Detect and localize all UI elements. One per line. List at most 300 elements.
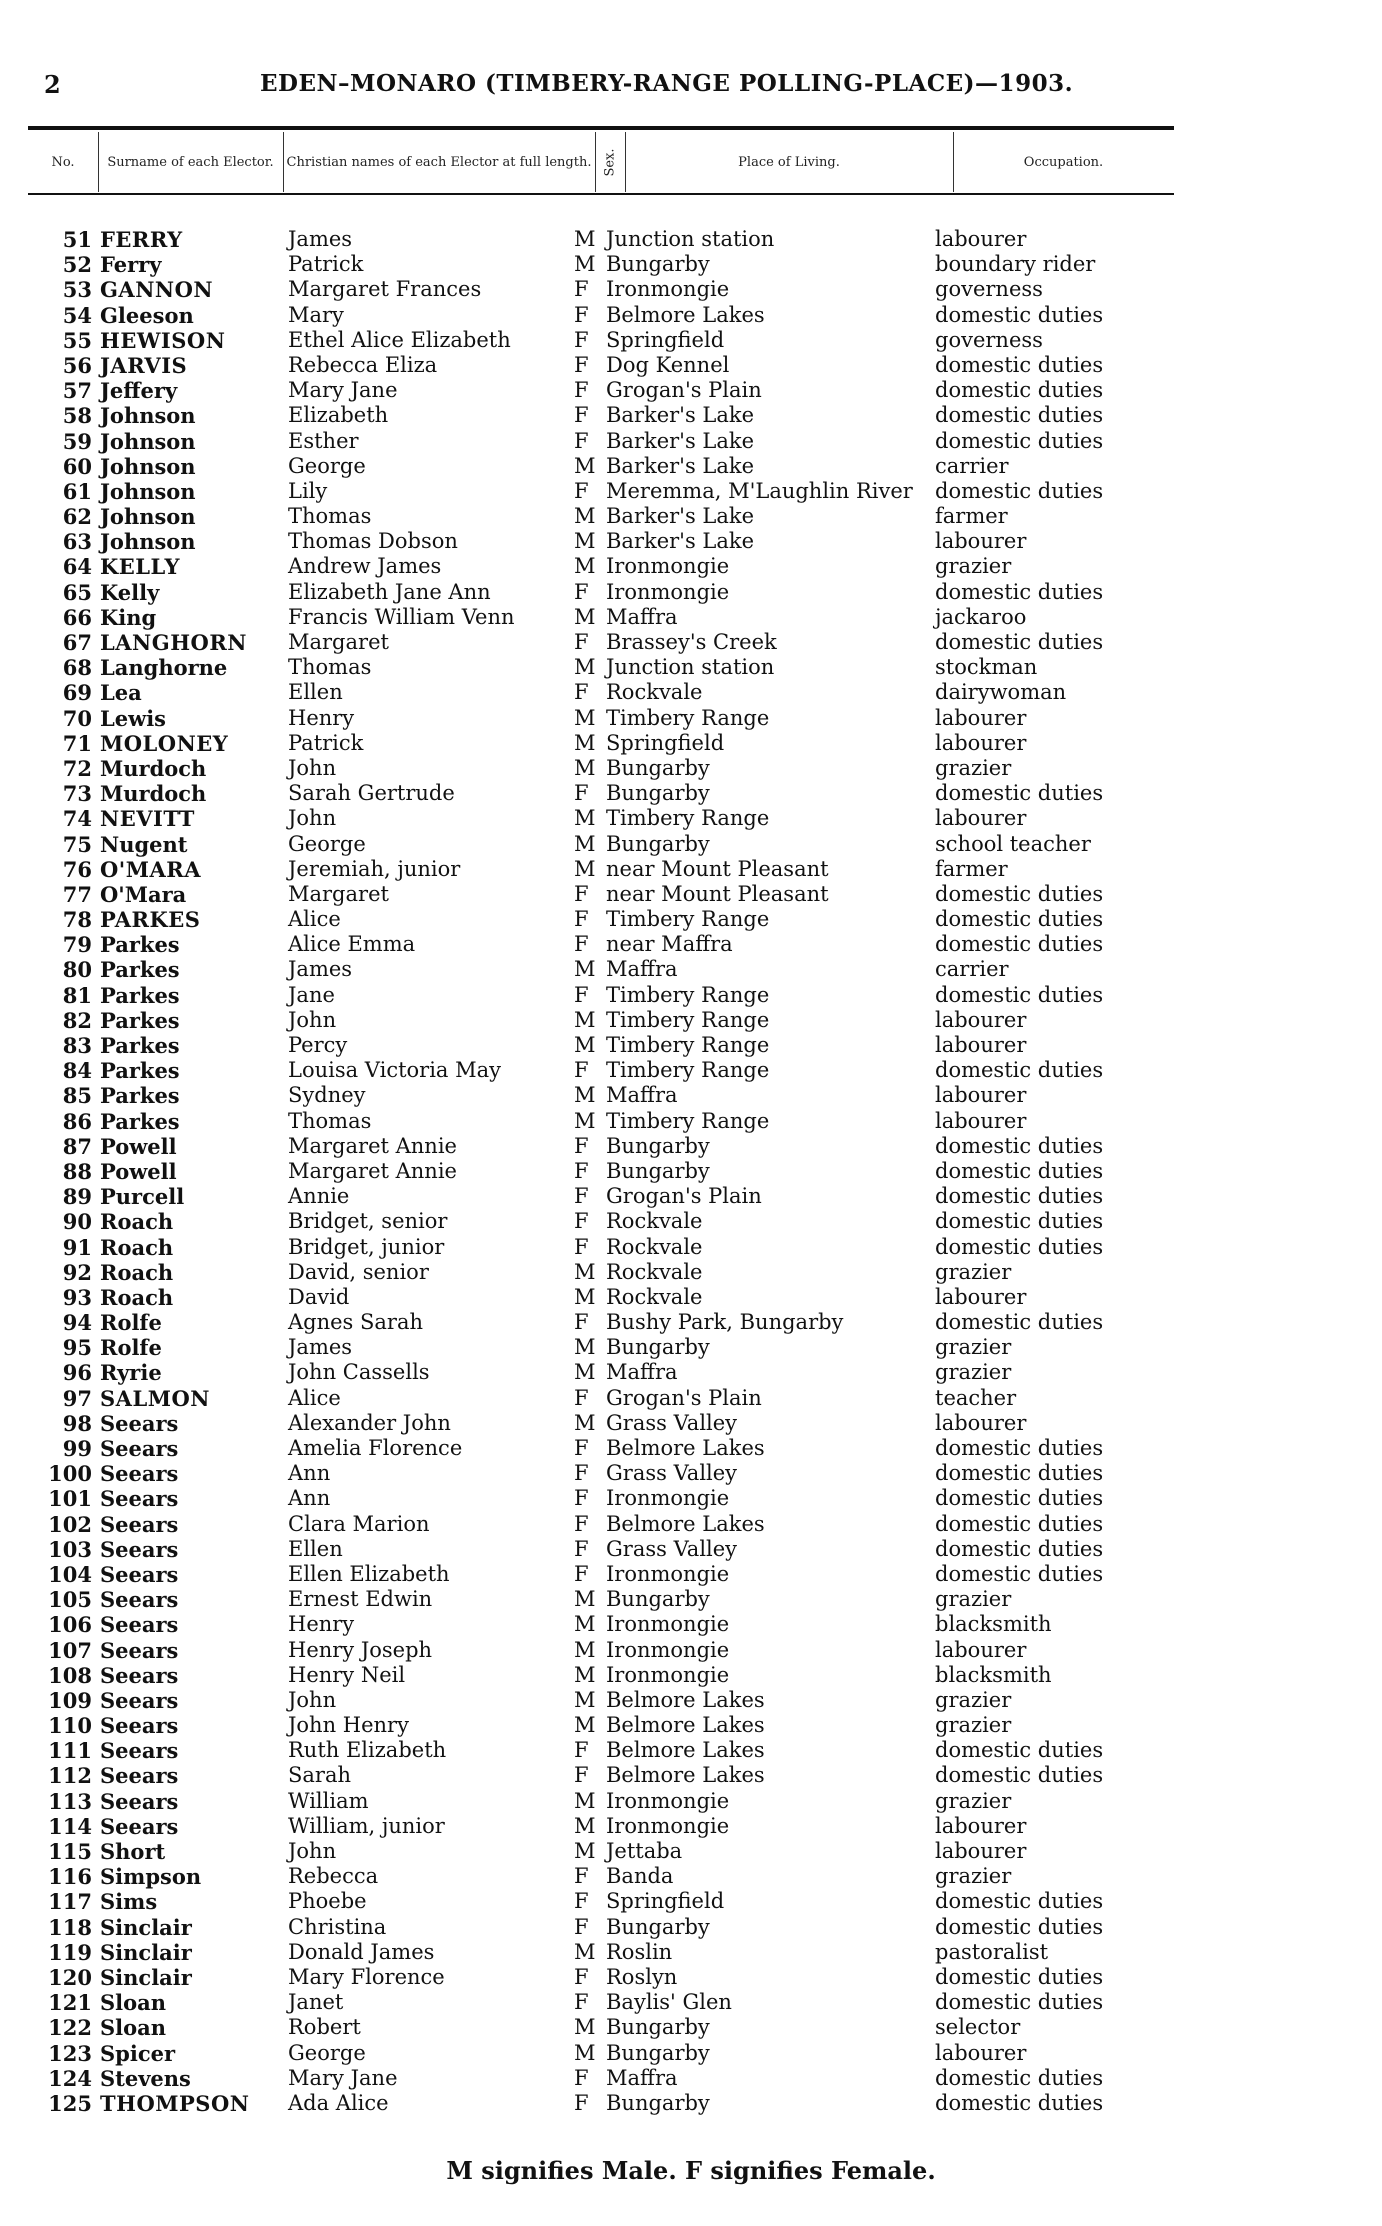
elector-number: 117 — [48, 1889, 92, 1915]
elector-christian-names: Sydney — [288, 1083, 366, 1108]
elector-surname: Johnson — [100, 453, 196, 479]
elector-occupation: domestic duties — [935, 403, 1104, 428]
elector-occupation: labourer — [935, 1284, 1027, 1309]
elector-sex: F — [574, 1234, 589, 1259]
elector-occupation: labourer — [935, 1007, 1027, 1032]
elector-place-of-living: Ironmongie — [606, 1662, 730, 1687]
elector-surname: Seears — [100, 1687, 179, 1713]
elector-occupation: labourer — [935, 1108, 1027, 1133]
elector-occupation: governess — [935, 277, 1043, 302]
elector-occupation: labourer — [935, 730, 1027, 755]
elector-christian-names: Ann — [288, 1461, 331, 1486]
elector-christian-names: George — [288, 453, 366, 478]
elector-sex: F — [574, 1763, 589, 1788]
elector-row — [0, 1839, 1382, 1864]
elector-occupation: stockman — [935, 655, 1038, 680]
elector-christian-names: Henry Neil — [288, 1662, 406, 1687]
elector-number: 55 — [62, 327, 92, 353]
elector-christian-names: Margaret — [288, 630, 389, 654]
elector-sex: F — [574, 932, 589, 957]
elector-christian-names: John — [288, 1839, 337, 1863]
elector-surname: Seears — [100, 1637, 179, 1663]
elector-surname: THOMPSON — [100, 2090, 250, 2116]
elector-christian-names: Phoebe — [288, 1889, 367, 1914]
elector-christian-names: Ellen — [288, 1536, 343, 1561]
elector-row — [0, 1738, 1382, 1763]
elector-row — [0, 1663, 1382, 1688]
elector-sex: M — [574, 1637, 596, 1662]
elector-row — [0, 1486, 1382, 1511]
elector-christian-names: Agnes Sarah — [288, 1310, 424, 1335]
elector-occupation: labourer — [935, 1839, 1027, 1863]
elector-occupation: domestic duties — [935, 1511, 1104, 1536]
elector-sex: F — [574, 1964, 589, 1989]
elector-surname: Lea — [100, 680, 142, 706]
elector-place-of-living: Ironmongie — [606, 277, 730, 302]
elector-surname: HEWISON — [100, 327, 226, 353]
elector-row — [0, 1209, 1382, 1234]
elector-sex: F — [574, 1889, 589, 1914]
elector-christian-names: Janet — [288, 1990, 344, 2015]
elector-surname: Parkes — [100, 1108, 180, 1134]
elector-place-of-living: Junction station — [606, 655, 775, 680]
elector-occupation: domestic duties — [935, 1561, 1104, 1586]
elector-row — [0, 832, 1382, 857]
elector-number: 71 — [62, 730, 92, 756]
elector-surname: Sims — [100, 1889, 158, 1915]
elector-occupation: school teacher — [935, 831, 1091, 856]
elector-row — [0, 1713, 1382, 1738]
elector-surname: Sinclair — [100, 1939, 192, 1965]
elector-occupation: dairywoman — [935, 680, 1067, 705]
elector-number: 81 — [62, 982, 92, 1008]
elector-place-of-living: Grogan's Plain — [606, 1184, 762, 1209]
elector-number: 79 — [62, 932, 92, 958]
elector-occupation: grazier — [935, 1360, 1012, 1385]
elector-occupation: domestic duties — [935, 1486, 1104, 1511]
elector-number: 62 — [62, 504, 92, 530]
elector-number: 57 — [62, 378, 92, 404]
elector-christian-names: Ann — [288, 1486, 331, 1511]
elector-sex: M — [574, 1083, 596, 1108]
elector-christian-names: Donald James — [288, 1939, 435, 1964]
elector-sex: F — [574, 982, 589, 1007]
elector-occupation: domestic duties — [935, 1158, 1104, 1183]
elector-surname: Seears — [100, 1436, 179, 1461]
elector-row — [0, 1310, 1382, 1335]
elector-row — [0, 1512, 1382, 1537]
elector-row — [0, 1033, 1382, 1058]
elector-sex: M — [574, 1713, 596, 1738]
elector-row — [0, 1285, 1382, 1310]
elector-sex: M — [574, 856, 596, 881]
elector-occupation: domestic duties — [935, 1461, 1104, 1486]
elector-number: 111 — [48, 1738, 92, 1764]
elector-number: 123 — [48, 2040, 92, 2066]
elector-occupation: domestic duties — [935, 982, 1104, 1007]
elector-surname: Seears — [100, 1662, 179, 1688]
elector-christian-names: Esther — [288, 428, 359, 453]
elector-place-of-living: Rockvale — [606, 1209, 703, 1234]
elector-place-of-living: Bungarby — [606, 2040, 710, 2065]
elector-place-of-living: Jettaba — [606, 1839, 683, 1863]
elector-surname: Seears — [100, 1561, 179, 1587]
elector-place-of-living: Ironmongie — [606, 579, 730, 604]
elector-surname: Seears — [100, 1461, 179, 1487]
elector-surname: GANNON — [100, 277, 214, 303]
elector-row — [0, 227, 1382, 252]
elector-occupation: labourer — [935, 1637, 1027, 1662]
elector-occupation: grazier — [935, 554, 1012, 579]
elector-place-of-living: Belmore Lakes — [606, 1436, 765, 1460]
elector-occupation: grazier — [935, 1587, 1012, 1612]
elector-place-of-living: Timbery Range — [606, 705, 770, 730]
elector-number: 77 — [62, 881, 92, 907]
elector-row — [0, 1612, 1382, 1637]
elector-place-of-living: Timbery Range — [606, 907, 770, 932]
elector-occupation: blacksmith — [935, 1612, 1052, 1637]
elector-christian-names: Lily — [288, 478, 328, 503]
elector-occupation: domestic duties — [935, 1763, 1104, 1788]
elector-place-of-living: Ironmongie — [606, 1486, 730, 1511]
elector-number: 104 — [48, 1561, 92, 1587]
elector-row — [0, 1587, 1382, 1612]
elector-christian-names: Bridget, senior — [288, 1209, 448, 1234]
elector-place-of-living: Grass Valley — [606, 1410, 738, 1435]
elector-christian-names: Patrick — [288, 252, 364, 277]
elector-christian-names: Christina — [288, 1914, 387, 1939]
elector-number: 120 — [48, 1964, 92, 1990]
elector-number: 86 — [62, 1108, 92, 1134]
elector-occupation: domestic duties — [935, 907, 1104, 932]
elector-christian-names: Margaret Annie — [288, 1158, 457, 1183]
elector-number: 124 — [48, 2065, 92, 2091]
elector-number: 93 — [62, 1284, 92, 1310]
elector-number: 85 — [62, 1083, 92, 1109]
elector-place-of-living: Springfield — [606, 1889, 725, 1914]
elector-occupation: labourer — [935, 1033, 1027, 1057]
elector-sex: F — [574, 302, 589, 327]
elector-place-of-living: Junction station — [606, 227, 775, 251]
elector-surname: JARVIS — [100, 352, 188, 378]
elector-surname: Jeffery — [100, 378, 178, 404]
elector-sex: F — [574, 630, 589, 654]
elector-christian-names: Henry — [288, 705, 355, 730]
elector-number: 89 — [62, 1184, 92, 1210]
elector-row — [0, 1562, 1382, 1587]
elector-sex: F — [574, 1385, 589, 1410]
elector-sex: M — [574, 755, 596, 780]
elector-row — [0, 580, 1382, 605]
elector-number: 109 — [48, 1687, 92, 1713]
elector-row — [0, 1335, 1382, 1360]
elector-christian-names: David — [288, 1284, 350, 1309]
elector-place-of-living: Belmore Lakes — [606, 1713, 765, 1738]
elector-row — [0, 1638, 1382, 1663]
elector-sex: F — [574, 881, 589, 906]
elector-sex: M — [574, 655, 596, 680]
elector-occupation: selector — [935, 2015, 1021, 2040]
elector-christian-names: Francis William Venn — [288, 604, 515, 629]
elector-place-of-living: Brassey's Creek — [606, 630, 777, 654]
elector-occupation: domestic duties — [935, 1234, 1104, 1259]
elector-row — [0, 1864, 1382, 1889]
elector-place-of-living: Bungarby — [606, 755, 710, 780]
elector-occupation: domestic duties — [935, 1914, 1104, 1939]
elector-surname: PARKES — [100, 907, 201, 933]
elector-row — [0, 252, 1382, 277]
header-sex: Sex. — [595, 132, 626, 192]
elector-row — [0, 529, 1382, 554]
elector-christian-names: James — [288, 1335, 353, 1360]
elector-surname: Rolfe — [100, 1310, 162, 1336]
elector-sex: M — [574, 831, 596, 856]
elector-row — [0, 630, 1382, 655]
elector-sex: F — [574, 907, 589, 932]
elector-christian-names: Alexander John — [288, 1410, 451, 1435]
elector-number: 52 — [62, 252, 92, 278]
elector-row — [0, 378, 1382, 403]
elector-row — [0, 882, 1382, 907]
elector-surname: Seears — [100, 1536, 179, 1562]
elector-sex: M — [574, 1813, 596, 1838]
elector-surname: Roach — [100, 1284, 174, 1310]
page-title: EDEN–MONARO (TIMBERY-RANGE POLLING-PLACE)—1903. — [260, 70, 1074, 97]
elector-number: 112 — [48, 1763, 92, 1789]
elector-christian-names: Rebecca Eliza — [288, 352, 438, 377]
elector-surname: Stevens — [100, 2065, 191, 2091]
elector-number: 113 — [48, 1788, 92, 1814]
elector-number: 69 — [62, 680, 92, 706]
elector-christian-names: William, junior — [288, 1813, 445, 1838]
elector-christian-names: David, senior — [288, 1259, 429, 1284]
elector-sex: M — [574, 1839, 596, 1863]
elector-row — [0, 1940, 1382, 1965]
elector-sex: M — [574, 529, 596, 554]
elector-row — [0, 1008, 1382, 1033]
elector-place-of-living: Dog Kennel — [606, 352, 730, 377]
elector-surname: Kelly — [100, 579, 160, 605]
elector-occupation: labourer — [935, 705, 1027, 730]
elector-sex: M — [574, 957, 596, 982]
elector-sex: M — [574, 2015, 596, 2040]
elector-sex: F — [574, 1914, 589, 1939]
elector-number: 94 — [62, 1310, 92, 1336]
elector-place-of-living: Belmore Lakes — [606, 302, 765, 327]
elector-surname: Seears — [100, 1813, 179, 1839]
elector-sex: M — [574, 554, 596, 579]
elector-occupation: carrier — [935, 453, 1009, 478]
elector-place-of-living: Banda — [606, 1864, 674, 1889]
elector-place-of-living: Bungarby — [606, 1158, 710, 1183]
elector-place-of-living: Ironmongie — [606, 1788, 730, 1813]
elector-number: 58 — [62, 403, 92, 429]
elector-occupation: domestic duties — [935, 1964, 1104, 1989]
elector-sex: M — [574, 705, 596, 730]
elector-place-of-living: Belmore Lakes — [606, 1763, 765, 1788]
elector-row — [0, 1814, 1382, 1839]
elector-surname: Roach — [100, 1209, 174, 1235]
elector-row — [0, 907, 1382, 932]
elector-occupation: pastoralist — [935, 1939, 1049, 1964]
elector-row — [0, 1889, 1382, 1914]
elector-row — [0, 756, 1382, 781]
elector-christian-names: John Henry — [288, 1713, 409, 1738]
elector-place-of-living: Ironmongie — [606, 1561, 730, 1586]
elector-number: 95 — [62, 1335, 92, 1361]
elector-number: 80 — [62, 957, 92, 983]
elector-surname: Purcell — [100, 1184, 185, 1210]
elector-christian-names: Margaret Frances — [288, 277, 482, 302]
elector-place-of-living: Barker's Lake — [606, 504, 755, 529]
elector-row — [0, 454, 1382, 479]
elector-surname: Seears — [100, 1738, 179, 1764]
elector-surname: Seears — [100, 1410, 179, 1436]
elector-number: 92 — [62, 1259, 92, 1285]
elector-place-of-living: Roslin — [606, 1939, 673, 1964]
elector-sex: F — [574, 1310, 589, 1335]
elector-christian-names: Mary Florence — [288, 1964, 445, 1989]
elector-surname: KELLY — [100, 554, 180, 580]
elector-number: 99 — [62, 1436, 92, 1461]
elector-occupation: blacksmith — [935, 1662, 1052, 1687]
elector-row — [0, 1184, 1382, 1209]
elector-surname: Johnson — [100, 504, 196, 530]
elector-surname: O'Mara — [100, 881, 187, 907]
table-header — [28, 132, 1174, 192]
elector-number: 108 — [48, 1662, 92, 1688]
elector-row — [0, 554, 1382, 579]
elector-place-of-living: Maffra — [606, 1083, 678, 1108]
elector-place-of-living: Springfield — [606, 730, 725, 755]
elector-surname: Parkes — [100, 1033, 180, 1058]
elector-place-of-living: Rockvale — [606, 1234, 703, 1259]
elector-number: 70 — [62, 705, 92, 731]
elector-occupation: farmer — [935, 504, 1008, 529]
elector-christian-names: Mary — [288, 302, 344, 327]
elector-row — [0, 2091, 1382, 2116]
elector-occupation: domestic duties — [935, 1990, 1104, 2015]
elector-surname: Parkes — [100, 932, 180, 958]
elector-christian-names: John Cassells — [288, 1360, 430, 1385]
elector-occupation: domestic duties — [935, 1889, 1104, 1914]
elector-surname: Roach — [100, 1234, 174, 1260]
elector-number: 91 — [62, 1234, 92, 1260]
elector-sex: F — [574, 1511, 589, 1536]
elector-row — [0, 353, 1382, 378]
elector-sex: F — [574, 478, 589, 503]
elector-occupation: teacher — [935, 1385, 1017, 1410]
elector-row — [0, 429, 1382, 454]
elector-place-of-living: Timbery Range — [606, 982, 770, 1007]
elector-sex: M — [574, 2040, 596, 2065]
elector-occupation: farmer — [935, 856, 1008, 881]
elector-occupation: grazier — [935, 755, 1012, 780]
elector-sex: M — [574, 227, 596, 251]
elector-row — [0, 932, 1382, 957]
elector-number: 90 — [62, 1209, 92, 1235]
elector-christian-names: Annie — [288, 1184, 350, 1209]
elector-number: 106 — [48, 1612, 92, 1638]
elector-number: 116 — [48, 1864, 92, 1890]
elector-christian-names: Ellen — [288, 680, 343, 705]
elector-sex: M — [574, 730, 596, 755]
elector-sex: F — [574, 1738, 589, 1763]
elector-christian-names: James — [288, 957, 353, 982]
elector-surname: O'MARA — [100, 856, 202, 882]
elector-number: 97 — [62, 1385, 92, 1411]
elector-place-of-living: Ironmongie — [606, 1612, 730, 1637]
elector-number: 118 — [48, 1914, 92, 1940]
elector-surname: MOLONEY — [100, 730, 229, 756]
elector-surname: Seears — [100, 1511, 179, 1537]
elector-occupation: grazier — [935, 1259, 1012, 1284]
elector-place-of-living: Timbery Range — [606, 1108, 770, 1133]
elector-sex: M — [574, 604, 596, 629]
elector-christian-names: Alice — [288, 907, 341, 932]
elector-sex: M — [574, 1108, 596, 1133]
elector-christian-names: Ethel Alice Elizabeth — [288, 327, 511, 352]
elector-number: 72 — [62, 755, 92, 781]
elector-surname: Seears — [100, 1612, 179, 1638]
elector-christian-names: George — [288, 831, 366, 856]
elector-number: 73 — [62, 781, 92, 807]
elector-surname: Gleeson — [100, 302, 194, 328]
elector-number: 121 — [48, 1990, 92, 2016]
elector-place-of-living: Timbery Range — [606, 1033, 770, 1057]
elector-christian-names: James — [288, 227, 353, 251]
elector-place-of-living: Ironmongie — [606, 1637, 730, 1662]
elector-row — [0, 1083, 1382, 1108]
elector-occupation: carrier — [935, 957, 1009, 982]
elector-number: 53 — [62, 277, 92, 303]
elector-number: 107 — [48, 1637, 92, 1663]
elector-christian-names: Amelia Florence — [288, 1436, 463, 1460]
elector-sex: F — [574, 428, 589, 453]
elector-place-of-living: Meremma, M'Laughlin River — [606, 478, 913, 503]
elector-place-of-living: Timbery Range — [606, 1058, 770, 1083]
elector-number: 96 — [62, 1360, 92, 1386]
elector-christian-names: Thomas — [288, 1108, 372, 1133]
elector-christian-names: Jane — [288, 982, 335, 1007]
elector-surname: King — [100, 604, 157, 630]
elector-christian-names: Elizabeth Jane Ann — [288, 579, 491, 604]
elector-occupation: domestic duties — [935, 1058, 1104, 1083]
elector-christian-names: Ernest Edwin — [288, 1587, 433, 1612]
elector-christian-names: Thomas — [288, 504, 372, 529]
elector-christian-names: Margaret — [288, 881, 389, 906]
elector-christian-names: John — [288, 755, 337, 780]
elector-occupation: domestic duties — [935, 378, 1104, 403]
elector-row — [0, 1436, 1382, 1461]
elector-sex: F — [574, 680, 589, 705]
elector-row — [0, 781, 1382, 806]
elector-occupation: domestic duties — [935, 1184, 1104, 1209]
elector-surname: Seears — [100, 1587, 179, 1613]
elector-occupation: labourer — [935, 1410, 1027, 1435]
elector-number: 64 — [62, 554, 92, 580]
elector-place-of-living: Bungarby — [606, 2015, 710, 2040]
elector-number: 110 — [48, 1713, 92, 1739]
elector-surname: Short — [100, 1839, 166, 1864]
elector-christian-names: Patrick — [288, 730, 364, 755]
elector-surname: Murdoch — [100, 781, 207, 807]
elector-surname: Nugent — [100, 831, 188, 857]
elector-row — [0, 403, 1382, 428]
elector-place-of-living: Ironmongie — [606, 1813, 730, 1838]
elector-place-of-living: near Mount Pleasant — [606, 856, 829, 881]
elector-place-of-living: Bungarby — [606, 1587, 710, 1612]
